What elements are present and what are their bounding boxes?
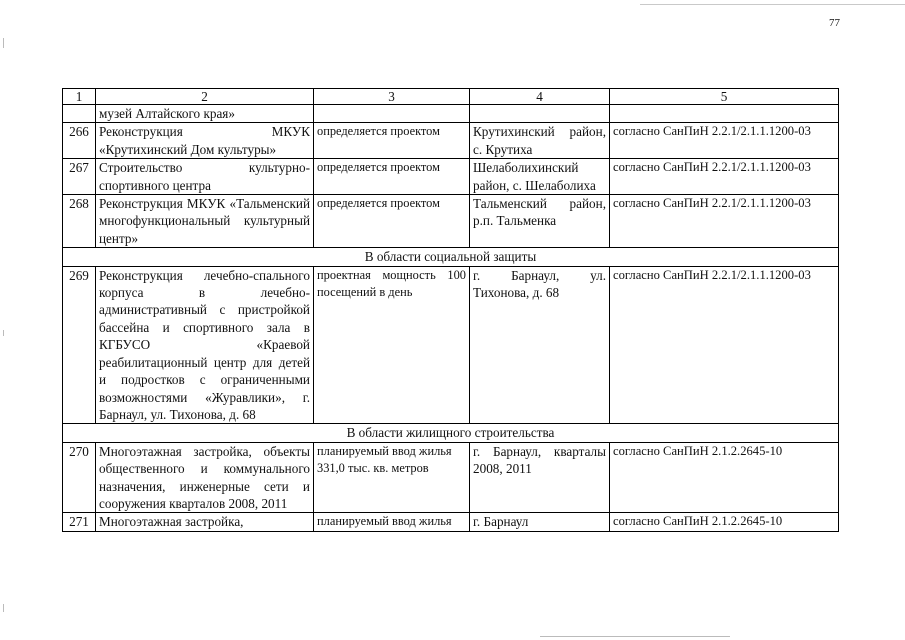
capacity-cell [314, 105, 470, 123]
header-row [63, 89, 839, 105]
page-number: 77 [829, 17, 840, 29]
scan-mark-left-3 [3, 604, 4, 612]
table-row [63, 266, 839, 424]
row-number-cell [63, 105, 96, 123]
norm-cell: согласно СанПиН 2.2.1/2.1.1.1200-03 [610, 266, 839, 424]
object-name-cell: Многоэтажная застройка, [96, 513, 314, 531]
section-heading: В области социальной защиты [63, 248, 839, 266]
location-cell: г. Барнаул, ул. Тихонова, д. 68 [470, 266, 610, 424]
section-heading-row [63, 424, 839, 442]
section-heading-row [63, 248, 839, 266]
location-cell: Тальменский район, р.п. Тальменка [470, 195, 610, 248]
norm-cell: согласно СанПиН 2.1.2.2645-10 [610, 442, 839, 513]
capacity-cell: планируемый ввод жилья 331,0 тыс. кв. метров [314, 442, 470, 513]
object-name-cell: Реконструкция МКУК «Крутихинский Дом культуры» [96, 123, 314, 159]
capacity-cell: планируемый ввод жилья [314, 513, 470, 531]
section-heading: В области жилищного строительства [63, 424, 839, 442]
location-cell [470, 105, 610, 123]
capacity-cell: определяется проектом [314, 123, 470, 159]
header-cell-4: 4 [470, 89, 610, 105]
norm-cell: согласно СанПиН 2.1.2.2645-10 [610, 513, 839, 531]
row-number-cell: 270 [63, 442, 96, 513]
row-number-cell: 266 [63, 123, 96, 159]
location-cell: Крутихинский район, с. Крутиха [470, 123, 610, 159]
norm-cell: согласно СанПиН 2.2.1/2.1.1.1200-03 [610, 159, 839, 195]
row-number-cell: 267 [63, 159, 96, 195]
capacity-cell: определяется проектом [314, 159, 470, 195]
scan-mark-left-1 [3, 38, 4, 48]
table-row [63, 123, 839, 159]
table-row [63, 195, 839, 248]
table-row [63, 513, 839, 531]
header-cell-2: 2 [96, 89, 314, 105]
row-number-cell: 271 [63, 513, 96, 531]
table-row [63, 159, 839, 195]
header-cell-3: 3 [314, 89, 470, 105]
norm-cell: согласно СанПиН 2.2.1/2.1.1.1200-03 [610, 123, 839, 159]
scan-edge-bottom [540, 636, 730, 637]
object-name-cell: Реконструкция МКУК «Тальменский многофункциональный культурный центр» [96, 195, 314, 248]
scan-mark-left-2 [3, 330, 4, 336]
object-name-cell: Многоэтажная застройка, объекты общественного и коммунального назначения, инженерные сети и сооружения кварталов 2008, 2011 [96, 442, 314, 513]
capacity-cell: определяется проектом [314, 195, 470, 248]
row-number-cell: 269 [63, 266, 96, 424]
continuation-row [63, 105, 839, 123]
capacity-cell: проектная мощность 100 посещений в день [314, 266, 470, 424]
facilities-table [62, 88, 839, 532]
norm-cell [610, 105, 839, 123]
object-name-cell: Реконструкция лечебно-спального корпуса в лечебно-административный с пристройкой бассейна и спортивного зала в КГБУСО «Краевой реабилитационный центр для детей и подростков с ограниченными возможностями «Журавлики», г. Барнаул, ул. Тихонова, д. 68 [96, 266, 314, 424]
norm-cell: согласно СанПиН 2.2.1/2.1.1.1200-03 [610, 195, 839, 248]
location-cell: г. Барнаул, кварталы 2008, 2011 [470, 442, 610, 513]
object-name-cell: Строительство культурно-спортивного центра [96, 159, 314, 195]
object-name-cell: музей Алтайского края» [96, 105, 314, 123]
scan-edge-top [640, 4, 905, 5]
location-cell: Шелаболихинский район, с. Шелаболиха [470, 159, 610, 195]
location-cell: г. Барнаул [470, 513, 610, 531]
header-cell-5: 5 [610, 89, 839, 105]
header-cell-1: 1 [63, 89, 96, 105]
row-number-cell: 268 [63, 195, 96, 248]
table-row [63, 442, 839, 513]
